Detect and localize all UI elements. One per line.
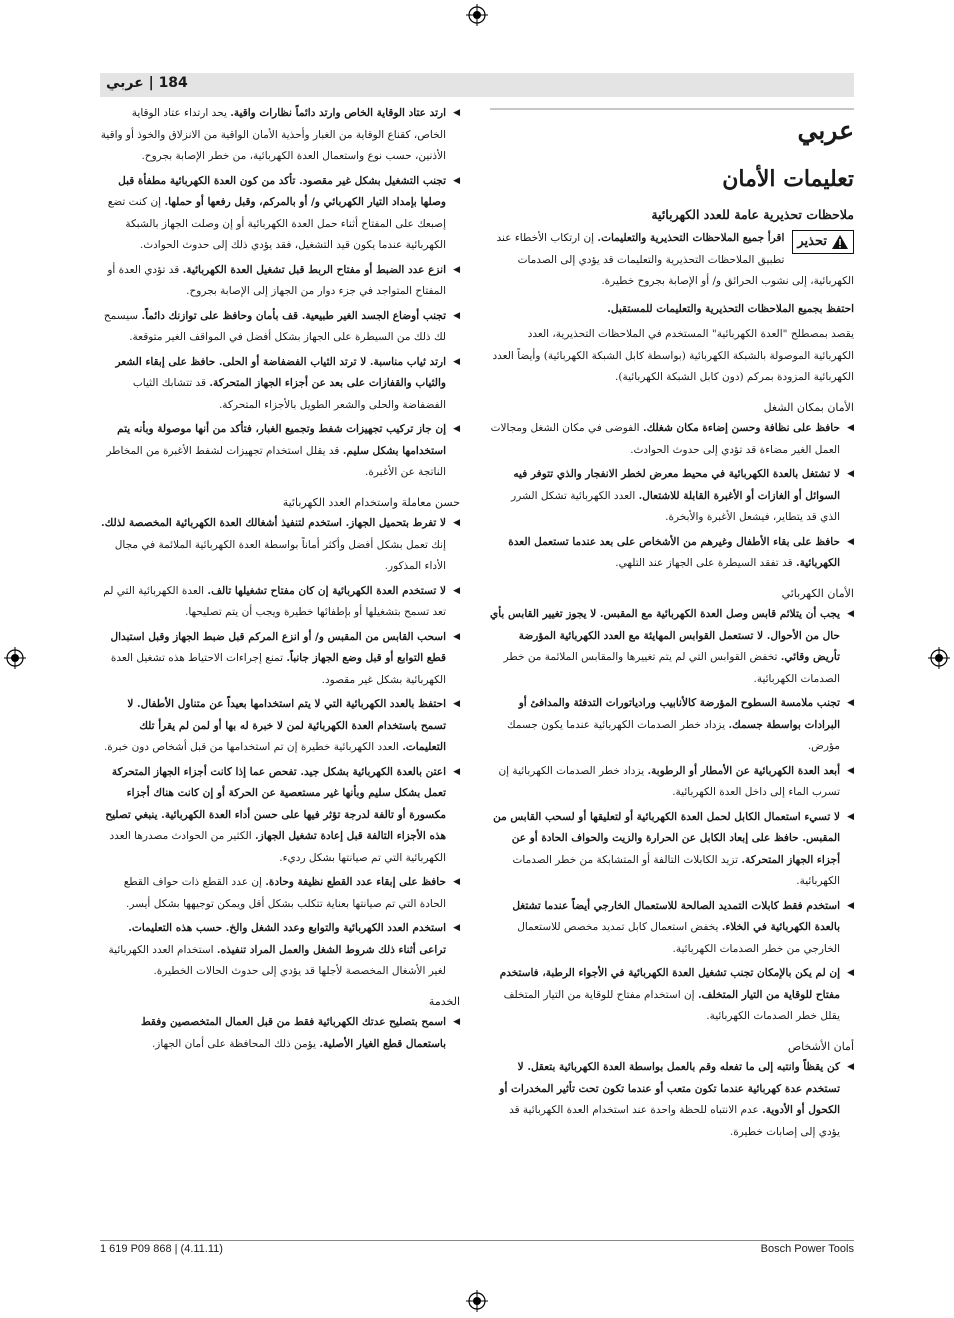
item-bold-text: استخدم فقط كابلات التمديد الصالحة للاستعمال الخارجي أيضاً عندما تشتغل بالعدة الكهربائية في الخلاء. [512,899,840,933]
item-text: استخدام العدد الكهربائية لغير الأشغال المخصصة لأجلها قد يؤدي إلى حدوث الحالات الخطيرة. [108,943,446,977]
page-header-bar [100,73,854,97]
warning-text: إن ارتكاب الأخطاء عند تطبيق الملاحظات التحذيرية والتعليمات قد يؤدي إلى الصدمات الكهربائية، إلى نشوب الحرائق و/ أو الإصابة بجروح خطيرة. [496,232,854,287]
section-title: تعليمات الأمان [722,166,854,192]
list-item [490,807,854,893]
list-item [490,464,854,529]
item-bold-text: تجنب التشغيل بشكل غير مقصود. تأكد من كون العدة الكهربائية مطفأة قبل وصلها بإمداد التيار الكهربائي و/ أو بالمركم، وقبل رفعها أو حملها. [118,174,446,208]
item-bold-text: حافظ على إبقاء عدد القطع نظيفة وحادة. [265,876,446,888]
bullet-arrow-icon: ◀ [847,900,854,911]
list-item [490,1057,854,1143]
workplace-safety-heading: الأمان بمكان الشغل [763,400,854,414]
left-column [100,103,460,1058]
tool-use-heading: حسن معاملة واستخدام العدد الكهربائية [282,495,460,509]
tool-use-list [100,513,460,983]
item-text: إن عدد القطع ذات حواف القطع الحادة التي تم صيانتها بعناية تتكلب بشكل أقل ويمكن توجيهها بشكل أيسر. [123,876,446,910]
bullet-arrow-icon: ◀ [847,469,854,479]
item-text: العدد الكهربائية خطيرة إن تم استخدامها من قبل أشخاص دون خبرة. [103,741,403,753]
item-text: العدد الكهربائية تشكل الشرر الذي قد يتطاير، فيشعل الأغبرة والأبخرة. [511,489,840,523]
registration-mark-bottom [466,1290,488,1312]
item-bold-text: يجب أن يتلائم قابس وصل العدة الكهربائية مع المقبس. لا يجوز تغيير القابس بأي حال من الأحوال. لا تستعمل القوابس المهايئة مع العدد الكهربائية المؤرضة تأريض وقائي. [490,608,840,663]
bullet-arrow-icon: ◀ [453,923,460,933]
bullet-arrow-icon: ◀ [453,631,460,642]
list-item [100,918,460,983]
personal-safety-list-continued [100,103,460,484]
item-text: تزيد الكابلات التالفة أو المتشابكة من خطر الصدمات الكهربائية. [512,853,840,887]
item-text: إن كنت تضع إصبعك على المفتاح أثناء حمل العدة الكهربائية أو إن وصلت الجهاز بالشبكة الكهربائية عندما يكون قيد التشغيل، فقد يؤدي ذلك إلى حدوث الحوادث. [107,196,446,251]
list-item [490,418,854,461]
item-text: يزداد خطر الصدمات الكهربائية إن تسرب الماء إلى داخل العدة الكهربائية. [498,764,840,798]
item-text: قد يقلل استخدام تجهيزات لشفط الأغبرة من المخاطر الناتجة عن الأغبرة. [106,444,446,478]
item-text: سيسمح لك ذلك من السيطرة على الجهاز بشكل أفضل في المواقف الغير متوقعة. [103,309,446,343]
item-bold-text: حافظ على نظافة وحسن إضاءة مكان شغلك. [642,422,840,434]
item-text: يؤمن ذلك المحافظة على أمان الجهاز. [151,1037,320,1050]
page-number-label: 184 | عربي [106,75,188,91]
registration-mark-left [4,647,26,669]
right-column [490,112,854,1146]
keep-instructions: احتفظ بجميع الملاحظات التحذيرية والتعليمات للمستقبل. [607,302,854,315]
item-bold-text: أبعد العدة الكهربائية عن الأمطار أو الرطوبة. [647,764,840,777]
bullet-arrow-icon: ◀ [453,264,460,275]
item-bold-text: ارتد ثياب مناسبة. لا ترتد الثياب الفضفاضة أو الحلى. حافظ على إبقاء الشعر والثياب والقفازات على بعد عن أجزاء الجهاز المتحركة. [115,355,446,389]
bullet-arrow-icon: ◀ [453,766,460,777]
personal-safety-list [490,1057,854,1143]
list-item [100,694,460,759]
list-item [490,896,854,961]
item-bold-text: لا تسيء استعمال الكابل لحمل العدة الكهربائية أو لتعليقها أو لسحب القابس من المقبس. حافظ على إبعاد الكابل عن الحرارة والزيت والحواف الحادة أو عن أجزاء الجهاز المتحركة. [493,810,840,866]
footer-rule [100,1240,854,1241]
list-item [100,260,460,303]
item-text: يخفض استعمال كابل تمديد مخصص للاستعمال الخارجي من خطر الصدمات الكهربائية. [517,921,840,955]
bullet-arrow-icon: ◀ [847,1062,854,1072]
bullet-arrow-icon: ◀ [453,518,460,528]
item-bold-text: اعتن بالعدة الكهربائية بشكل جيد. تفحص عما إذا كانت أجزاء الجهاز المتحركة تعمل بشكل سليم وبأنها غير مستعصية عن الحركة أو إن كانت هناك أجزاء مكسورة أو تالفة لدرجة تؤثر فيها على حسن أداء العدة الكهربائية. ينبغي تصليح هذه الأجزاء التالفة قبل إعادة تشغيل الجهاز. [105,765,446,842]
list-item [100,1012,460,1055]
bullet-arrow-icon: ◀ [453,585,460,596]
definition-paragraph: يقصد بمصطلح "العدة الكهربائية" المستخدم في الملاحظات التحذيرية، العدد الكهربائية الموصولة بالشبكة الكهربائية (بواسطة كابل الشبكة الكهربائية) وأيضاً العدد الكهربائية المزودة بمركم (دون كابل الشبكة الكهربائية). [492,328,854,383]
bullet-arrow-icon: ◀ [847,536,854,547]
item-text: إنك تعمل بشكل أفضل وأكثر أماناً بواسطة العدة الكهربائية الملائمة في مجال الأداء المذكور. [114,538,446,572]
item-bold-text: استخدم العدد الكهربائية والتوابع وعدد الشغل والخ. حسب هذه التعليمات. تراعى أثناء ذلك شروط الشغل والعمل المراد تنفيذه. [128,922,446,956]
item-text: قد تفقد السيطرة على الجهاز عند التلهي. [615,557,796,569]
bullet-arrow-icon: ◀ [453,1017,460,1027]
workplace-safety-list [490,418,854,575]
list-item [100,419,460,484]
personal-safety-heading: أمان الأشخاص [787,1039,854,1053]
item-bold-text: ارتد عتاد الوقاية الخاص وارتد دائماً نظارات واقية. [230,107,446,119]
item-bold-text: تجنب ملامسة السطوح المؤرضة كالأنابيب ورادياتورات التدفئة والمدافئ أو البرادات بواسطة جسمك. [518,697,840,731]
item-text: قد تؤدي العدة أو المفتاح المتواجد في جزء دوار من الجهاز إلى الإصابة بجروح. [107,263,446,297]
list-item [490,604,854,690]
item-text: الفوضى في مكان الشغل ومجالات العمل الغير مضاءة قد تؤدي إلى حدوث الحوادث. [490,422,840,456]
item-text: عدم الانتباه للحظة واحدة عند استخدام العدة الكهربائية قد يؤدي إلى إصابات خطيرة. [509,1104,840,1138]
service-list [100,1012,460,1055]
bullet-arrow-icon: ◀ [453,175,460,186]
item-bold-text: كن يقظاً وانتبه إلى ما تفعله وقم بالعمل بواسطة العدة الكهربائية بتعقل. لا تستخدم عدة كهربائية عندما تكون متعب أو عندما تكون تحت تأثير المخدرات أو الكحول أو الأدوية. [499,1061,840,1116]
list-item [490,963,854,1028]
list-item [100,872,460,915]
item-text: يزداد خطر الصدمات الكهربائية عندما يكون جسمك مؤرض. [506,718,840,752]
item-text: يحد ارتداء عتاد الوقاية الخاص، كقناع الوقاية من الغبار وأحذية الأمان الواقية من الانزلاق والخوذ أو واقية الأذنين، حسب نوع واستعمال العدة الكهربائية، من خطر الإصابة بجروح. [100,107,446,162]
bullet-arrow-icon: ◀ [847,811,854,822]
list-item [490,761,854,804]
item-bold-text: اسحب القابس من المقبس و/ أو انزع المركم قبل ضبط الجهاز وقبل استبدال قطع التوابع أو قبل وضع الجهاز جانباً. [110,630,446,664]
list-item [490,532,854,575]
item-text: إن استخدام مفتاح للوقاية من التيار المتخلف يقلل خطر الصدمات الكهربائية. [503,988,840,1022]
item-bold-text: إن لم يكن بالإمكان تجنب تشغيل العدة الكهربائية في الأجواء الرطبة، فاستخدم مفتاح للوقاية من التيار المتخلف. [499,967,840,1001]
bullet-arrow-icon: ◀ [453,356,460,367]
item-text: تخفض القوابس التي لم يتم تغييرها والمقابس الملائمة من خطر الصدمات الكهربائية. [503,651,840,685]
item-bold-text: لا تفرط بتحميل الجهاز. استخدم لتنفيذ أشغالك العدة الكهربائية المخصصة لذلك. [100,517,446,529]
bullet-arrow-icon: ◀ [453,108,460,118]
item-text: تمنع إجراءات الاحتياط هذه تشغيل العدة الكهربائية بشكل غير مقصود. [110,652,446,686]
warning-bold-text: اقرأ جميع الملاحظات التحذيرية والتعليمات. [597,232,785,244]
list-item [100,627,460,692]
list-item [490,693,854,758]
list-item [100,103,460,168]
footer-brand: Bosch Power Tools [760,1243,854,1255]
list-item [100,171,460,257]
list-item [100,513,460,578]
bullet-arrow-icon: ◀ [453,424,460,434]
bullet-arrow-icon: ◀ [847,423,854,433]
bullet-arrow-icon: ◀ [847,609,854,619]
electrical-safety-list [490,604,854,1028]
column-top-rule [490,108,854,110]
language-title: عربي [797,116,854,145]
bullet-arrow-icon: ◀ [847,968,854,978]
warning-badge [792,230,854,254]
item-bold-text: لا تستخدم العدة الكهربائية إن كان مفتاح تشغيلها تالف. [207,584,446,597]
warning-paragraph [490,228,854,293]
service-heading: الخدمة [428,994,460,1008]
list-item [100,581,460,624]
item-bold-text: إن جاز تركيب تجهيزات شفط وتجميع الغبار، فتأكد من أنها موصولة وبأنه يتم استخدامها بشكل سليم. [117,423,446,457]
item-text: العدة الكهربائية التي لم تعد تسمح بتشغيلها أو بإطفائها خطيرة ويجب أن يتم تصليحها. [103,584,446,618]
bullet-arrow-icon: ◀ [453,310,460,321]
item-bold-text: انزع عدد الضبط أو مفتاح الربط قبل تشغيل العدة الكهربائية. [182,263,446,276]
list-item [100,352,460,417]
item-text: الكثير من الحوادث مصدرها العدد الكهربائية التي تم صيانتها بشكل رديء. [109,830,446,864]
warning-badge-label: تحذير [797,234,827,250]
registration-mark-right [928,647,950,669]
bullet-arrow-icon: ◀ [847,765,854,776]
registration-mark-top [466,4,488,26]
footer-document-number: 1 619 P09 868 | (4.11.11) [100,1243,223,1255]
list-item [100,762,460,870]
item-bold-text: احتفظ بالعدد الكهربائية التي لا يتم استخدامها بعيداً عن متناول الأطفال. لا تسمح باستخدام العدة الكهربائية لمن لا خبرة له بها أو لمن لم يقرأ تلك التعليمات. [127,698,446,753]
warning-triangle-icon [831,234,849,250]
item-bold-text: لا تشتغل بالعدة الكهربائية في محيط معرض لخطر الانفجار والذي تتوفر فيه السوائل أو الغازات أو الأغبرة القابلة للاشتعال. [513,468,840,502]
bullet-arrow-icon: ◀ [453,877,460,887]
electrical-safety-heading: الأمان الكهربائي [781,586,854,600]
item-bold-text: تجنب أوضاع الجسد الغير طبيعية. قف بأمان وحافظ على توازنك دائماً. [141,309,446,322]
list-item [100,306,460,349]
item-bold-text: اسمح بتصليح عدتك الكهربائية فقط من قبل العمال المتخصصين وفقط باستعمال قطع الغيار الأصلية. [140,1016,446,1050]
general-warnings-title: ملاحظات تحذيرية عامة للعدد الكهربائية [651,207,854,222]
item-bold-text: حافظ على بقاء الأطفال وغيرهم من الأشخاص على بعد عندما تستعمل العدة الكهربائية. [508,535,840,569]
bullet-arrow-icon: ◀ [453,699,460,709]
bullet-arrow-icon: ◀ [847,698,854,708]
item-text: قد تتشابك الثياب الفضفاضة والحلى والشعر الطويل بالأجزاء المتحركة. [132,377,446,411]
